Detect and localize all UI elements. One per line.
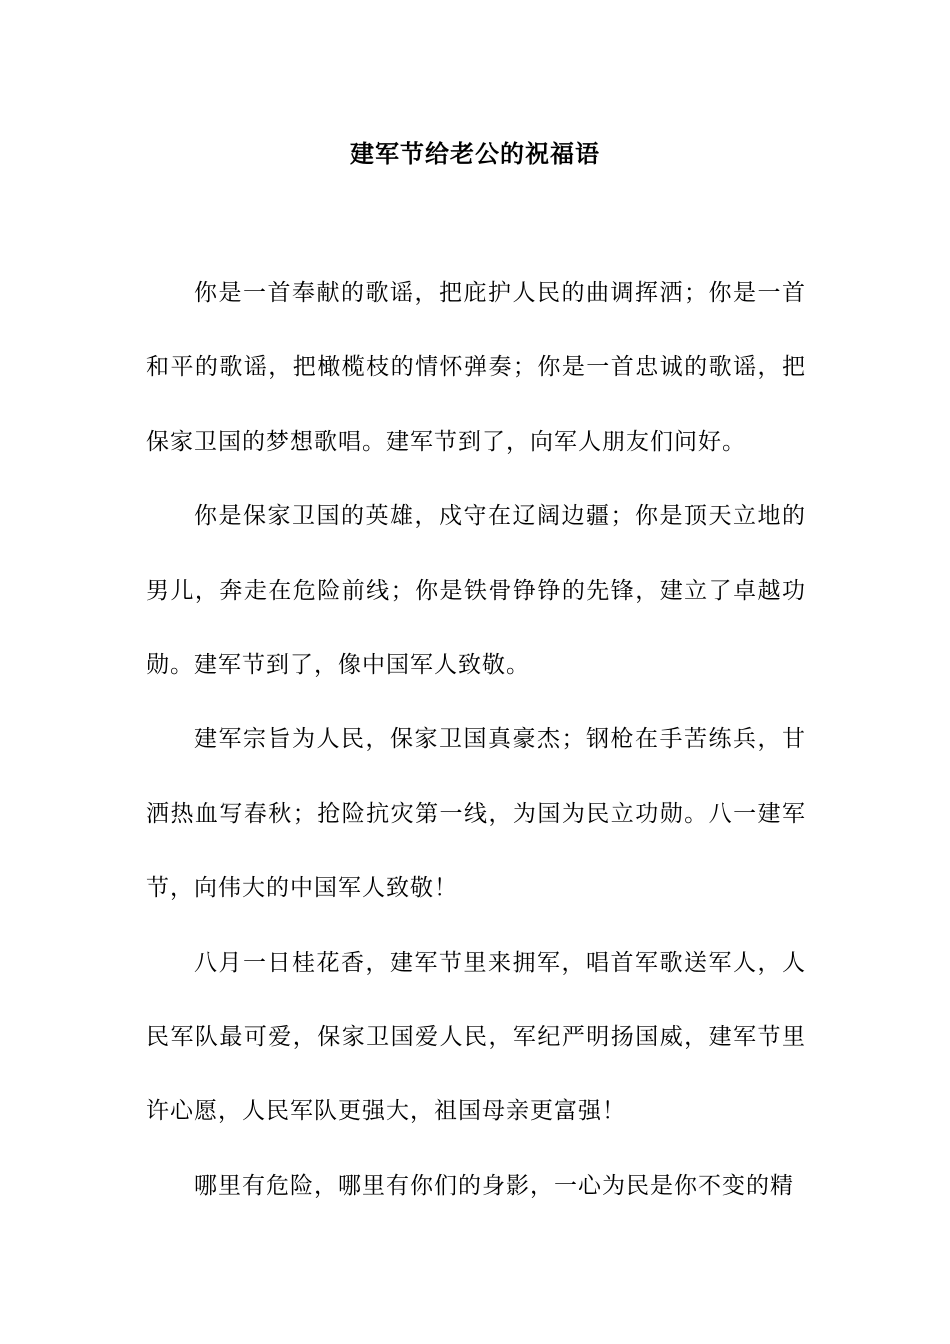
paragraph-3: 建军宗旨为人民，保家卫国真豪杰；钢枪在手苦练兵，甘洒热血写春秋；抢险抗灾第一线，为国为民立功勋。八一建军节，向伟大的中国军人致敬！ [146, 726, 806, 902]
paragraph-2: 你是保家卫国的英雄，戍守在辽阔边疆；你是顶天立地的男儿，奔走在危险前线；你是铁骨铮铮的先锋，建立了卓越功勋。建军节到了，像中国军人致敬。 [146, 503, 806, 679]
document-body [146, 256, 806, 1223]
paragraph-4: 八月一日桂花香，建军节里来拥军，唱首军歌送军人，人民军队最可爱，保家卫国爱人民，军纪严明扬国威，建军节里许心愿，人民军队更强大，祖国母亲更富强！ [146, 949, 806, 1125]
paragraph-1: 你是一首奉献的歌谣，把庇护人民的曲调挥洒；你是一首和平的歌谣，把橄榄枝的情怀弹奏；你是一首忠诚的歌谣，把保家卫国的梦想歌唱。建军节到了，向军人朋友们问好。 [146, 280, 806, 455]
document-title: 建军节给老公的祝福语 [350, 139, 600, 168]
paragraph-5: 哪里有危险，哪里有你们的身影，一心为民是你不变的精 [194, 1172, 794, 1199]
